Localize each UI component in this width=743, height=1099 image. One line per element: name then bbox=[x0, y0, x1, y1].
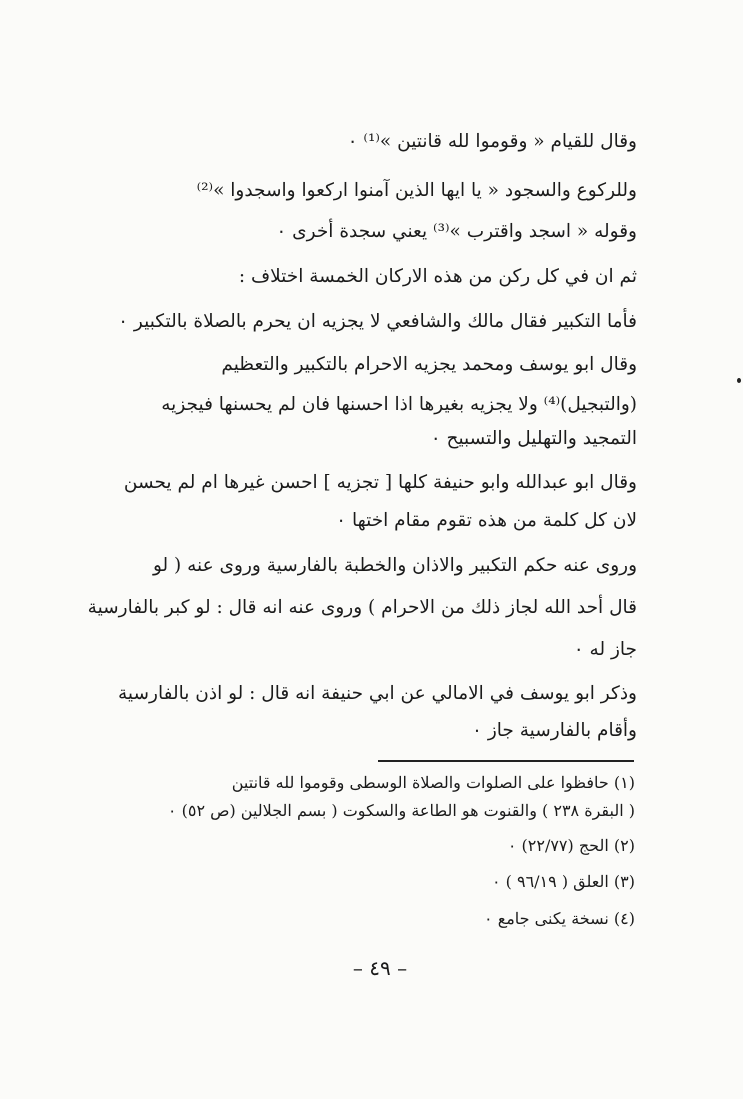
footnote-line: (٣) العلق ( ٩٦/١٩ ) ٠ bbox=[491, 872, 635, 891]
text-line: ثم ان في كل ركن من هذه الاركان الخمسة اختلاف : bbox=[238, 266, 637, 287]
text-line: وذكر ابو يوسف في الامالي عن ابي حنيفة انه قال : لو اذن بالفارسية bbox=[118, 683, 637, 704]
text-line: وأقام بالفارسية جاز ٠ bbox=[472, 720, 637, 741]
text-line: التمجيد والتهليل والتسبيح ٠ bbox=[430, 428, 637, 449]
text-line: وقال ابو يوسف ومحمد يجزيه الاحرام بالتكبير والتعظيم bbox=[221, 354, 637, 375]
scan-speck bbox=[737, 378, 741, 383]
text-line: وللركوع والسجود « يا ايها الذين آمنوا اركعوا واسجدوا »⁽²⁾ bbox=[196, 180, 637, 201]
text-line: فأما التكبير فقال مالك والشافعي لا يجزيه ان يحرم بالصلاة بالتكبير ٠ bbox=[118, 311, 637, 332]
footnote-line: ( البقرة ٢٣٨ ) والقنوت هو الطاعة والسكوت ( بسم الجلالين (ص ٥٢) ٠ bbox=[167, 801, 635, 820]
footnote-line: (١) حافظوا على الصلوات والصلاة الوسطى وقوموا لله قانتين bbox=[231, 773, 635, 792]
text-line: لان كل كلمة من هذه تقوم مقام اختها ٠ bbox=[336, 510, 637, 531]
text-line: قال أحد الله لجاز ذلك من الاحرام ) وروى عنه انه قال : لو كبر بالفارسية bbox=[87, 597, 637, 618]
text-line: وروى عنه حكم التكبير والاذان والخطبة بالفارسية وروى عنه ( لو bbox=[152, 555, 637, 576]
page-number: – ٤٩ – bbox=[352, 956, 408, 980]
footnote-separator bbox=[378, 760, 634, 762]
text-line: وقال ابو عبدالله وابو حنيفة كلها [ تجزيه ] احسن غيرها ام لم يحسن bbox=[123, 472, 637, 493]
footnote-line: (٤) نسخة يكنى جامع ٠ bbox=[484, 909, 635, 928]
text-line: جاز له ٠ bbox=[573, 639, 637, 660]
text-line: وقال للقيام « وقوموا لله قانتين »⁽¹⁾ ٠ bbox=[347, 131, 637, 152]
text-line: وقوله « اسجد واقترب »⁽³⁾ يعني سجدة أخرى ٠ bbox=[276, 221, 637, 242]
text-line: (والتبجيل)⁽⁴⁾ ولا يجزيه بغيرها اذا احسنها فان لم يحسنها فيجزيه bbox=[161, 394, 637, 415]
footnote-line: (٢) الحج (٢٢/٧٧) ٠ bbox=[507, 836, 635, 855]
